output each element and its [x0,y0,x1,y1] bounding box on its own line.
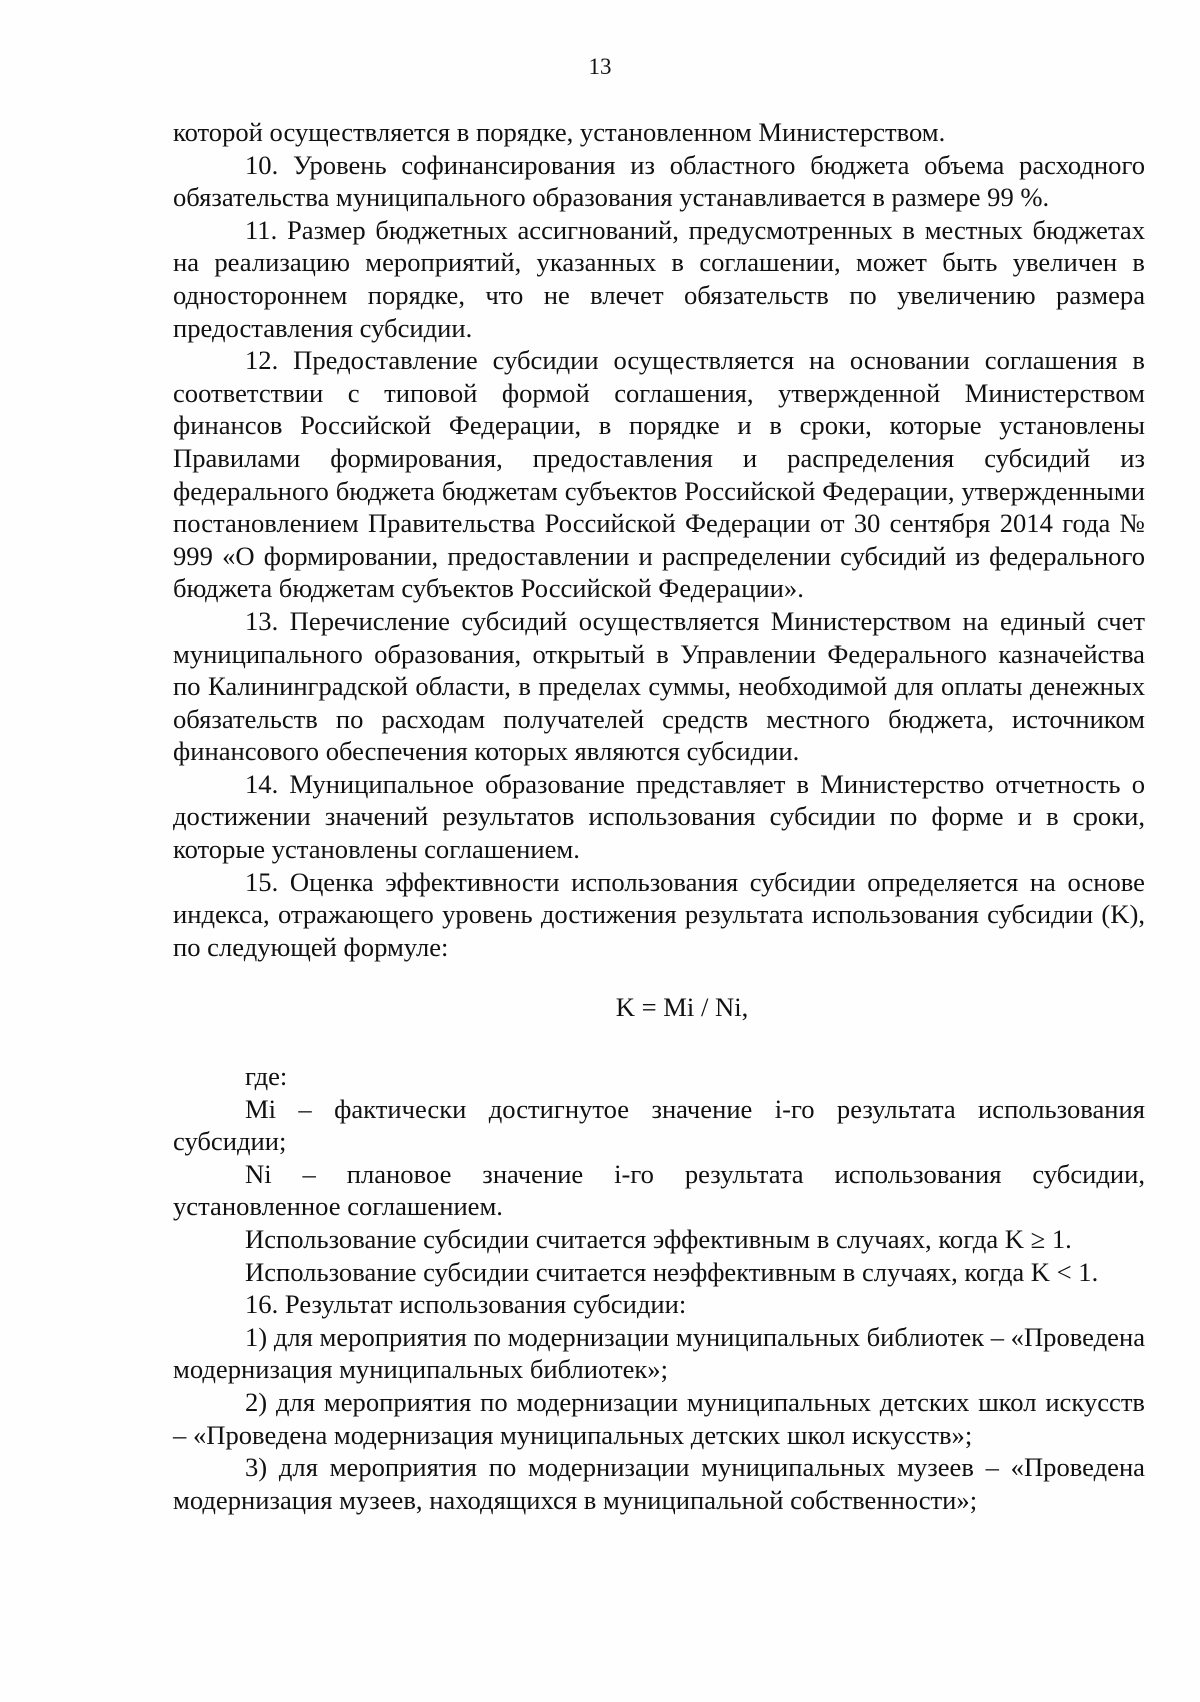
paragraph: Использование субсидии считается неэффективным в случаях, когда K < 1. [245,1256,1099,1287]
paragraph: 2) для мероприятия по модернизации муниципальных детских школ искусств – «Проведена модернизация муниципальных детских школ искусств»; [173,1386,1145,1450]
paragraph: 15. Оценка эффективности использования субсидии определяется на основе индекса, отражающего уровень достижения результата использования субсидии (K), по следующей формуле: [173,866,1145,962]
formula: K = Mi / Ni, [615,992,749,1023]
paragraph: 16. Результат использования субсидии: [245,1289,687,1320]
paragraph: 10. Уровень софинансирования из областного бюджета объема расходного обязательства муниципального образования устанавливается в размере 99 %. [173,149,1145,213]
paragraph: 13. Перечисление субсидий осуществляется Министерством на единый счет муниципального образования, открытый в Управлении Федерального казначейства по Калининградской области, в пределах суммы, необходимой для оплаты денежных обязательств по расходам получателей средств местного бюджета, источником финансового обеспечения которых являются субсидии. [173,605,1145,767]
paragraph: 1) для мероприятия по модернизации муниципальных библиотек – «Проведена модернизация муниципальных библиотек»; [173,1321,1145,1385]
paragraph: которой осуществляется в порядке, установленном Министерством. [173,117,946,147]
paragraph: 3) для мероприятия по модернизации муниципальных музеев – «Проведена модернизация музеев, находящихся в муниципальной собственности»; [173,1452,1145,1515]
page-number: 13 [588,54,612,79]
paragraph: Ni – плановое значение i-го результата использования субсидии, установленное соглашением. [173,1158,1145,1222]
paragraph: 14. Муниципальное образование представляет в Министерство отчетность о достижении значений результатов использования субсидии по форме и в сроки, которые установлены соглашением. [173,768,1145,865]
document-body [173,116,1145,1516]
paragraph: где: [245,1061,288,1092]
paragraph: Использование субсидии считается эффективным в случаях, когда K ≥ 1. [245,1224,1072,1254]
paragraph: 11. Размер бюджетных ассигнований, предусмотренных в местных бюджетах на реализацию мероприятий, указанных в соглашении, может быть увеличен в одностороннем порядке, что не влечет обязательств по увеличению размера предоставления субсидии. [173,214,1145,343]
paragraph: Mi – фактически достигнутое значение i-го результата использования субсидии; [173,1093,1145,1157]
paragraph: 12. Предоставление субсидии осуществляется на основании соглашения в соответствии с типовой формой соглашения, утвержденной Министерством финансов Российской Федерации, в порядке и в сроки, которые установлены Правилами формирования, предоставления и распределения субсидий из федерального бюджета бюджетам субъектов Российской Федерации, утвержденными постановлением Правительства Российской Федерации от 30 сентября 2014 года № 999 «О формировании, предоставлении и распределении субсидий из федерального бюджета бюджетам субъектов Российской Федерации». [173,345,1145,604]
